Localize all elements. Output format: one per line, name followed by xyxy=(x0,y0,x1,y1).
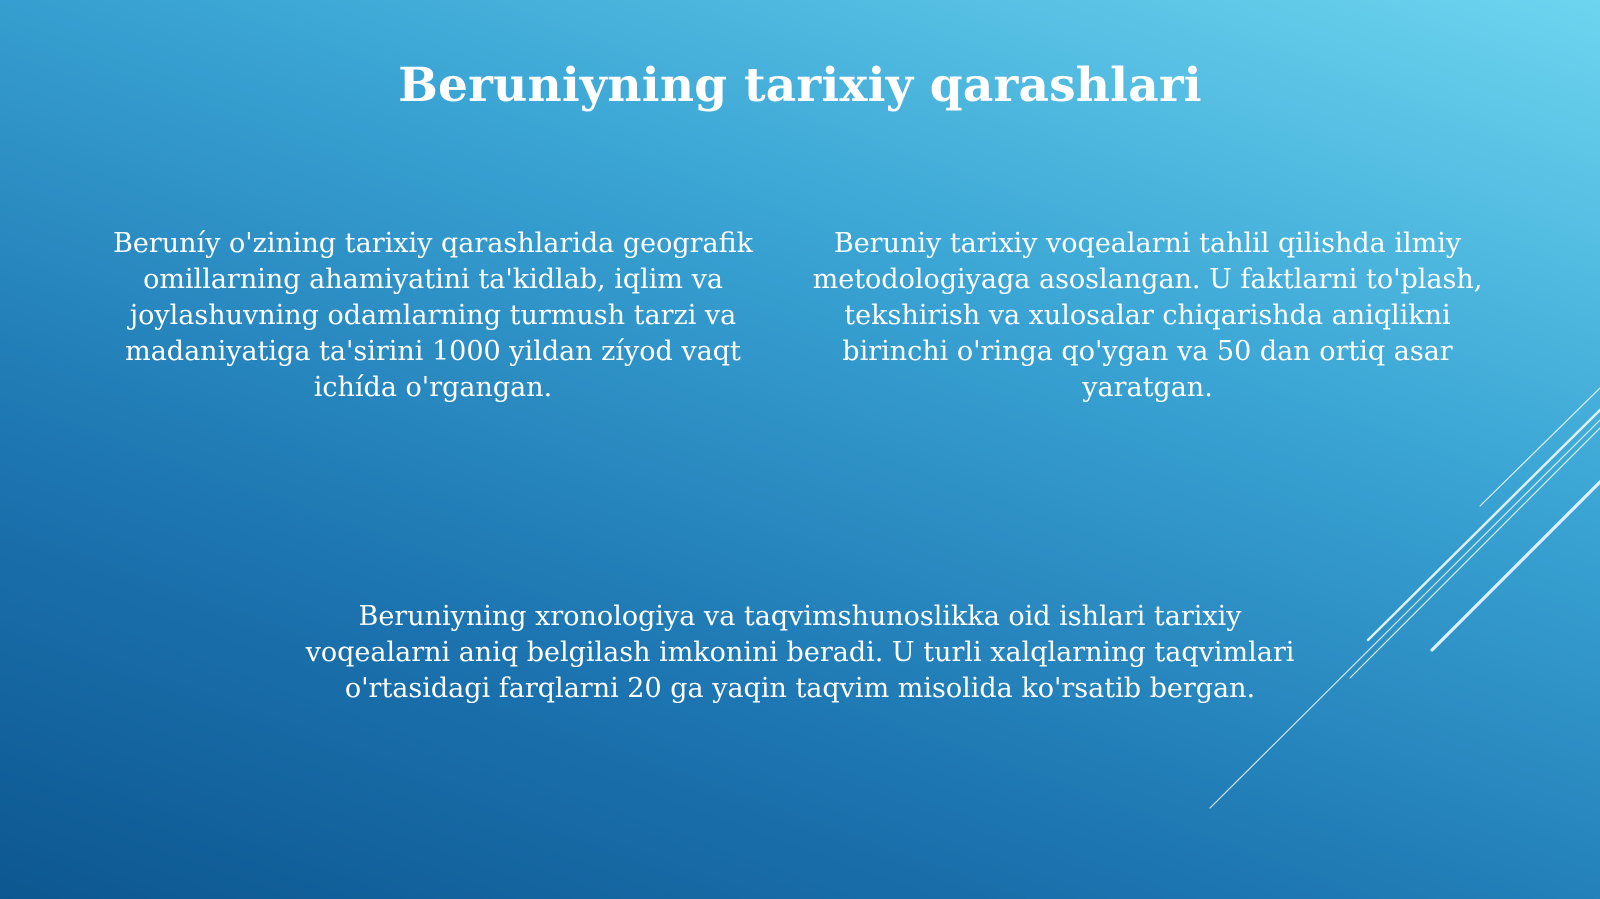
paragraph-geography: Beruníy o'zining tarixiy qarashlarida geografik omillarning ahamiyatini ta'kidlab, iqlim va joylashuvning odamlarning turmush tarzi va madaniyatiga ta'sirini 1000 yildan zíyod vaqt ichída o'rgangan. xyxy=(112,228,754,403)
decor-line-2 xyxy=(1368,410,1600,640)
paragraph-chronology: Beruniyning xronologiya va taqvimshunoslikka oid ishlari tarixiy voqealarni aniq belgilash imkonini beradi. U turli xalqlarning taqvimlari o'rtasidagi farqlarni 20 ga yaqin taqvim misolida ko'rsatib bergan. xyxy=(305,601,1295,704)
decor-line-3 xyxy=(1350,428,1600,678)
slide-title: Beruniyning tarixiy qarashlari xyxy=(398,58,1202,113)
decor-line-4 xyxy=(1432,482,1600,650)
paragraph-methodology: Beruniy tarixiy voqealarni tahlil qilishda ilmiy metodologiyaga asoslangan. U faktlarni to'plash, tekshirish va xulosalar chiqarishda aniqlikni birinchi o'ringa qo'ygan va 50 dan ortiq asar yaratgan. xyxy=(812,228,1483,403)
